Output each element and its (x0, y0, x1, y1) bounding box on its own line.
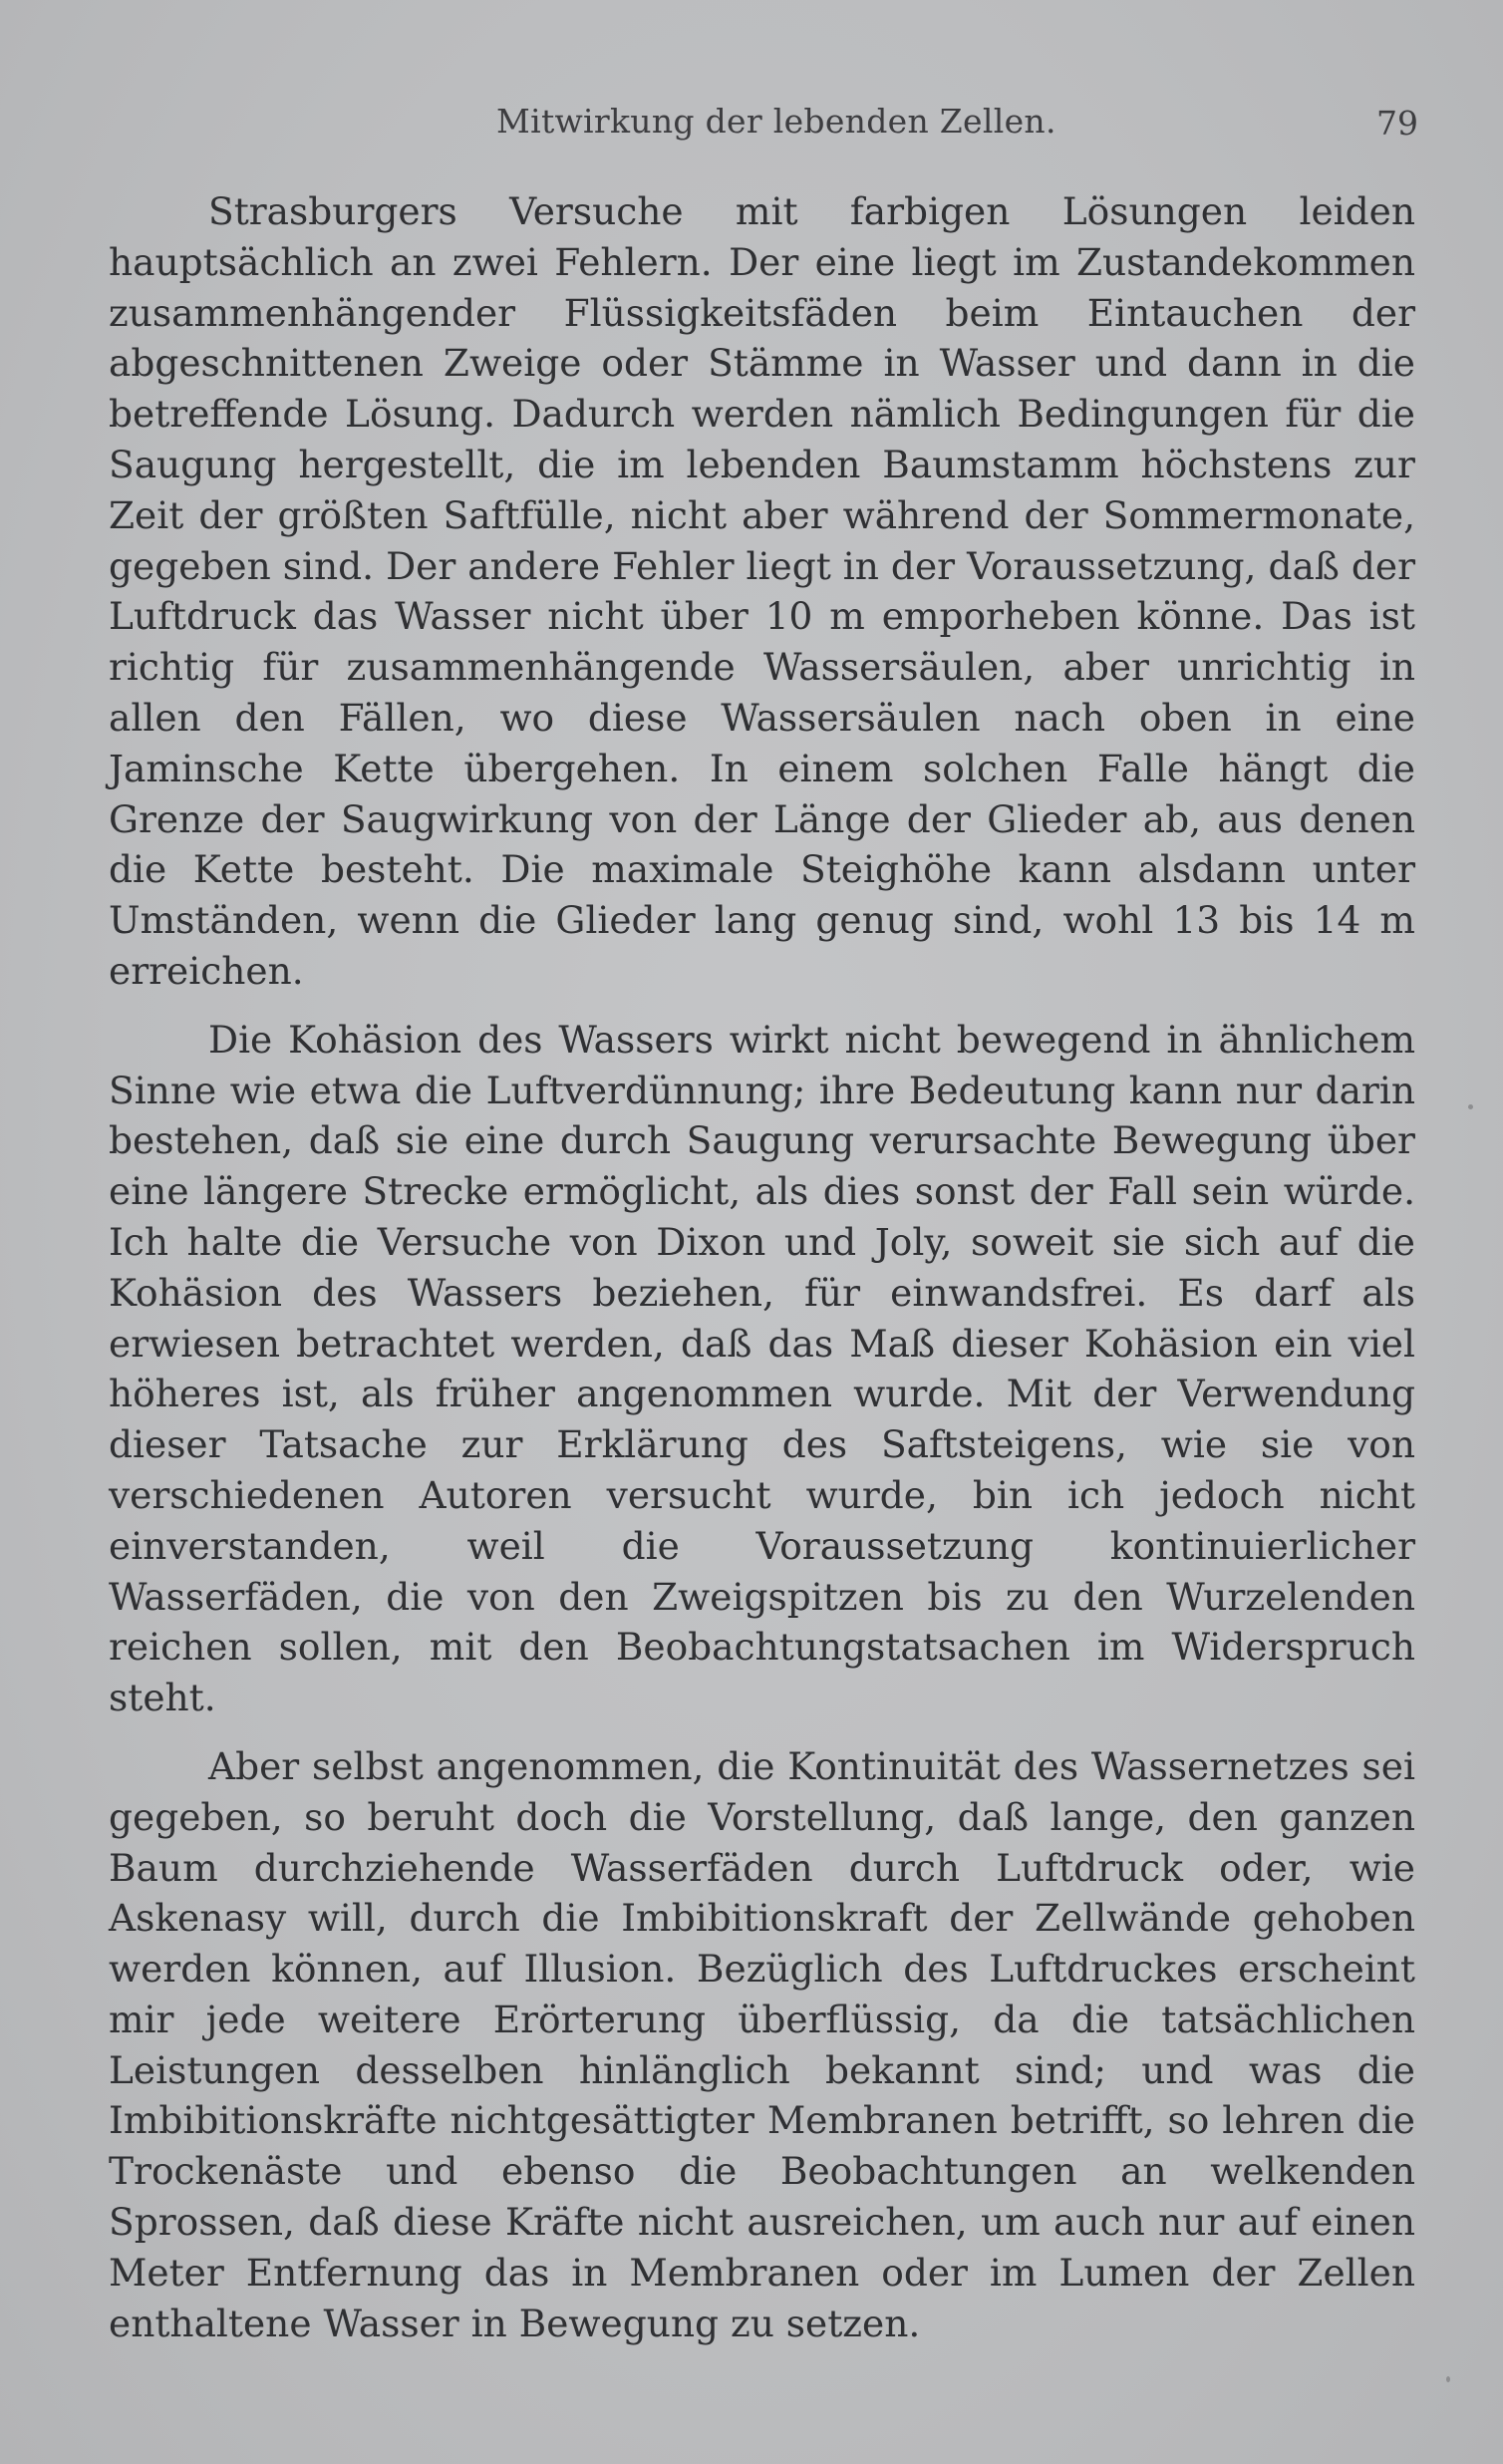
page-number: 79 (1376, 104, 1418, 143)
running-head (0, 102, 1503, 152)
paper-speck (1446, 2376, 1450, 2382)
paragraph: Die Kohäsion des Wassers wirkt nicht bewegend in ähnlichem Sinne wie etwa die Luftverdünnung; ihre Bedeutung kann nur darin bestehen, daß sie eine durch Saugung verursachte Bewegung über eine längere Strecke ermöglicht, als dies sonst der Fall sein würde. Ich halte die Versuche von Dixon und Joly, soweit sie sich auf die Kohäsion des Wassers beziehen, für einwandsfrei. Es darf als erwiesen betrachtet werden, daß das Maß dieser Kohäsion ein viel höheres ist, als früher angenommen wurde. Mit der Verwendung dieser Tatsache zur Erklärung des Saftsteigens, wie sie von verschiedenen Autoren versucht wurde, bin ich jedoch nicht einverstanden, weil die Voraussetzung kontinuierlicher Wasserfäden, die von den Zweigspitzen bis zu den Wurzelenden reichen sollen, mit den Beobachtungstatsachen im Widerspruch steht. (109, 1017, 1415, 1720)
running-title: Mitwirkung der lebenden Zellen. (496, 102, 1056, 141)
paper-speck (1468, 1104, 1473, 1109)
paragraph: Aber selbst angenommen, die Kontinuität des Wassernetzes sei gegeben, so beruht doch die Vorstellung, daß lange, den ganzen Baum durchziehende Wasserfäden durch Luftdruck oder, wie Askenasy will, durch die Imbibitionskraft der Zellwände gehoben werden können, auf Illusion. Bezüglich des Luftdruckes erscheint mir jede weitere Erörterung überflüssig, da die tatsächlichen Leistungen desselben hinlänglich bekannt sind; und was die Imbibitionskräfte nichtgesättigter Membranen betrifft, so lehren die Trockenäste und ebenso die Beobachtungen an welkenden Sprossen, daß diese Kräfte nicht ausreichen, um auch nur auf einen Meter Entfernung das in Membranen oder im Lumen der Zellen enthaltene Wasser in Bewegung zu setzen. (109, 1743, 1415, 2345)
body-text (109, 186, 1415, 2366)
paragraph: Strasburgers Versuche mit farbigen Lösungen leiden hauptsächlich an zwei Fehlern. Der eine liegt im Zustandekommen zusammenhängender Flüssigkeitsfäden beim Eintauchen der abgeschnittenen Zweige oder Stämme in Wasser und dann in die betreffende Lösung. Dadurch werden nämlich Bedingungen für die Saugung hergestellt, die im lebenden Baumstamm höchstens zur Zeit der größten Saftfülle, nicht aber während der Sommermonate, gegeben sind. Der andere Fehler liegt in der Voraussetzung, daß der Luftdruck das Wasser nicht über 10 m emporheben könne. Das ist richtig für zusammenhängende Wassersäulen, aber unrichtig in allen den Fällen, wo diese Wassersäulen nach oben in eine Jaminsche Kette übergehen. In einem solchen Falle hängt die Grenze der Saugwirkung von der Länge der Glieder ab, aus denen die Kette besteht. Die maximale Steighöhe kann alsdann unter Umständen, wenn die Glieder lang genug sind, wohl 13 bis 14 m erreichen. (109, 189, 1415, 993)
